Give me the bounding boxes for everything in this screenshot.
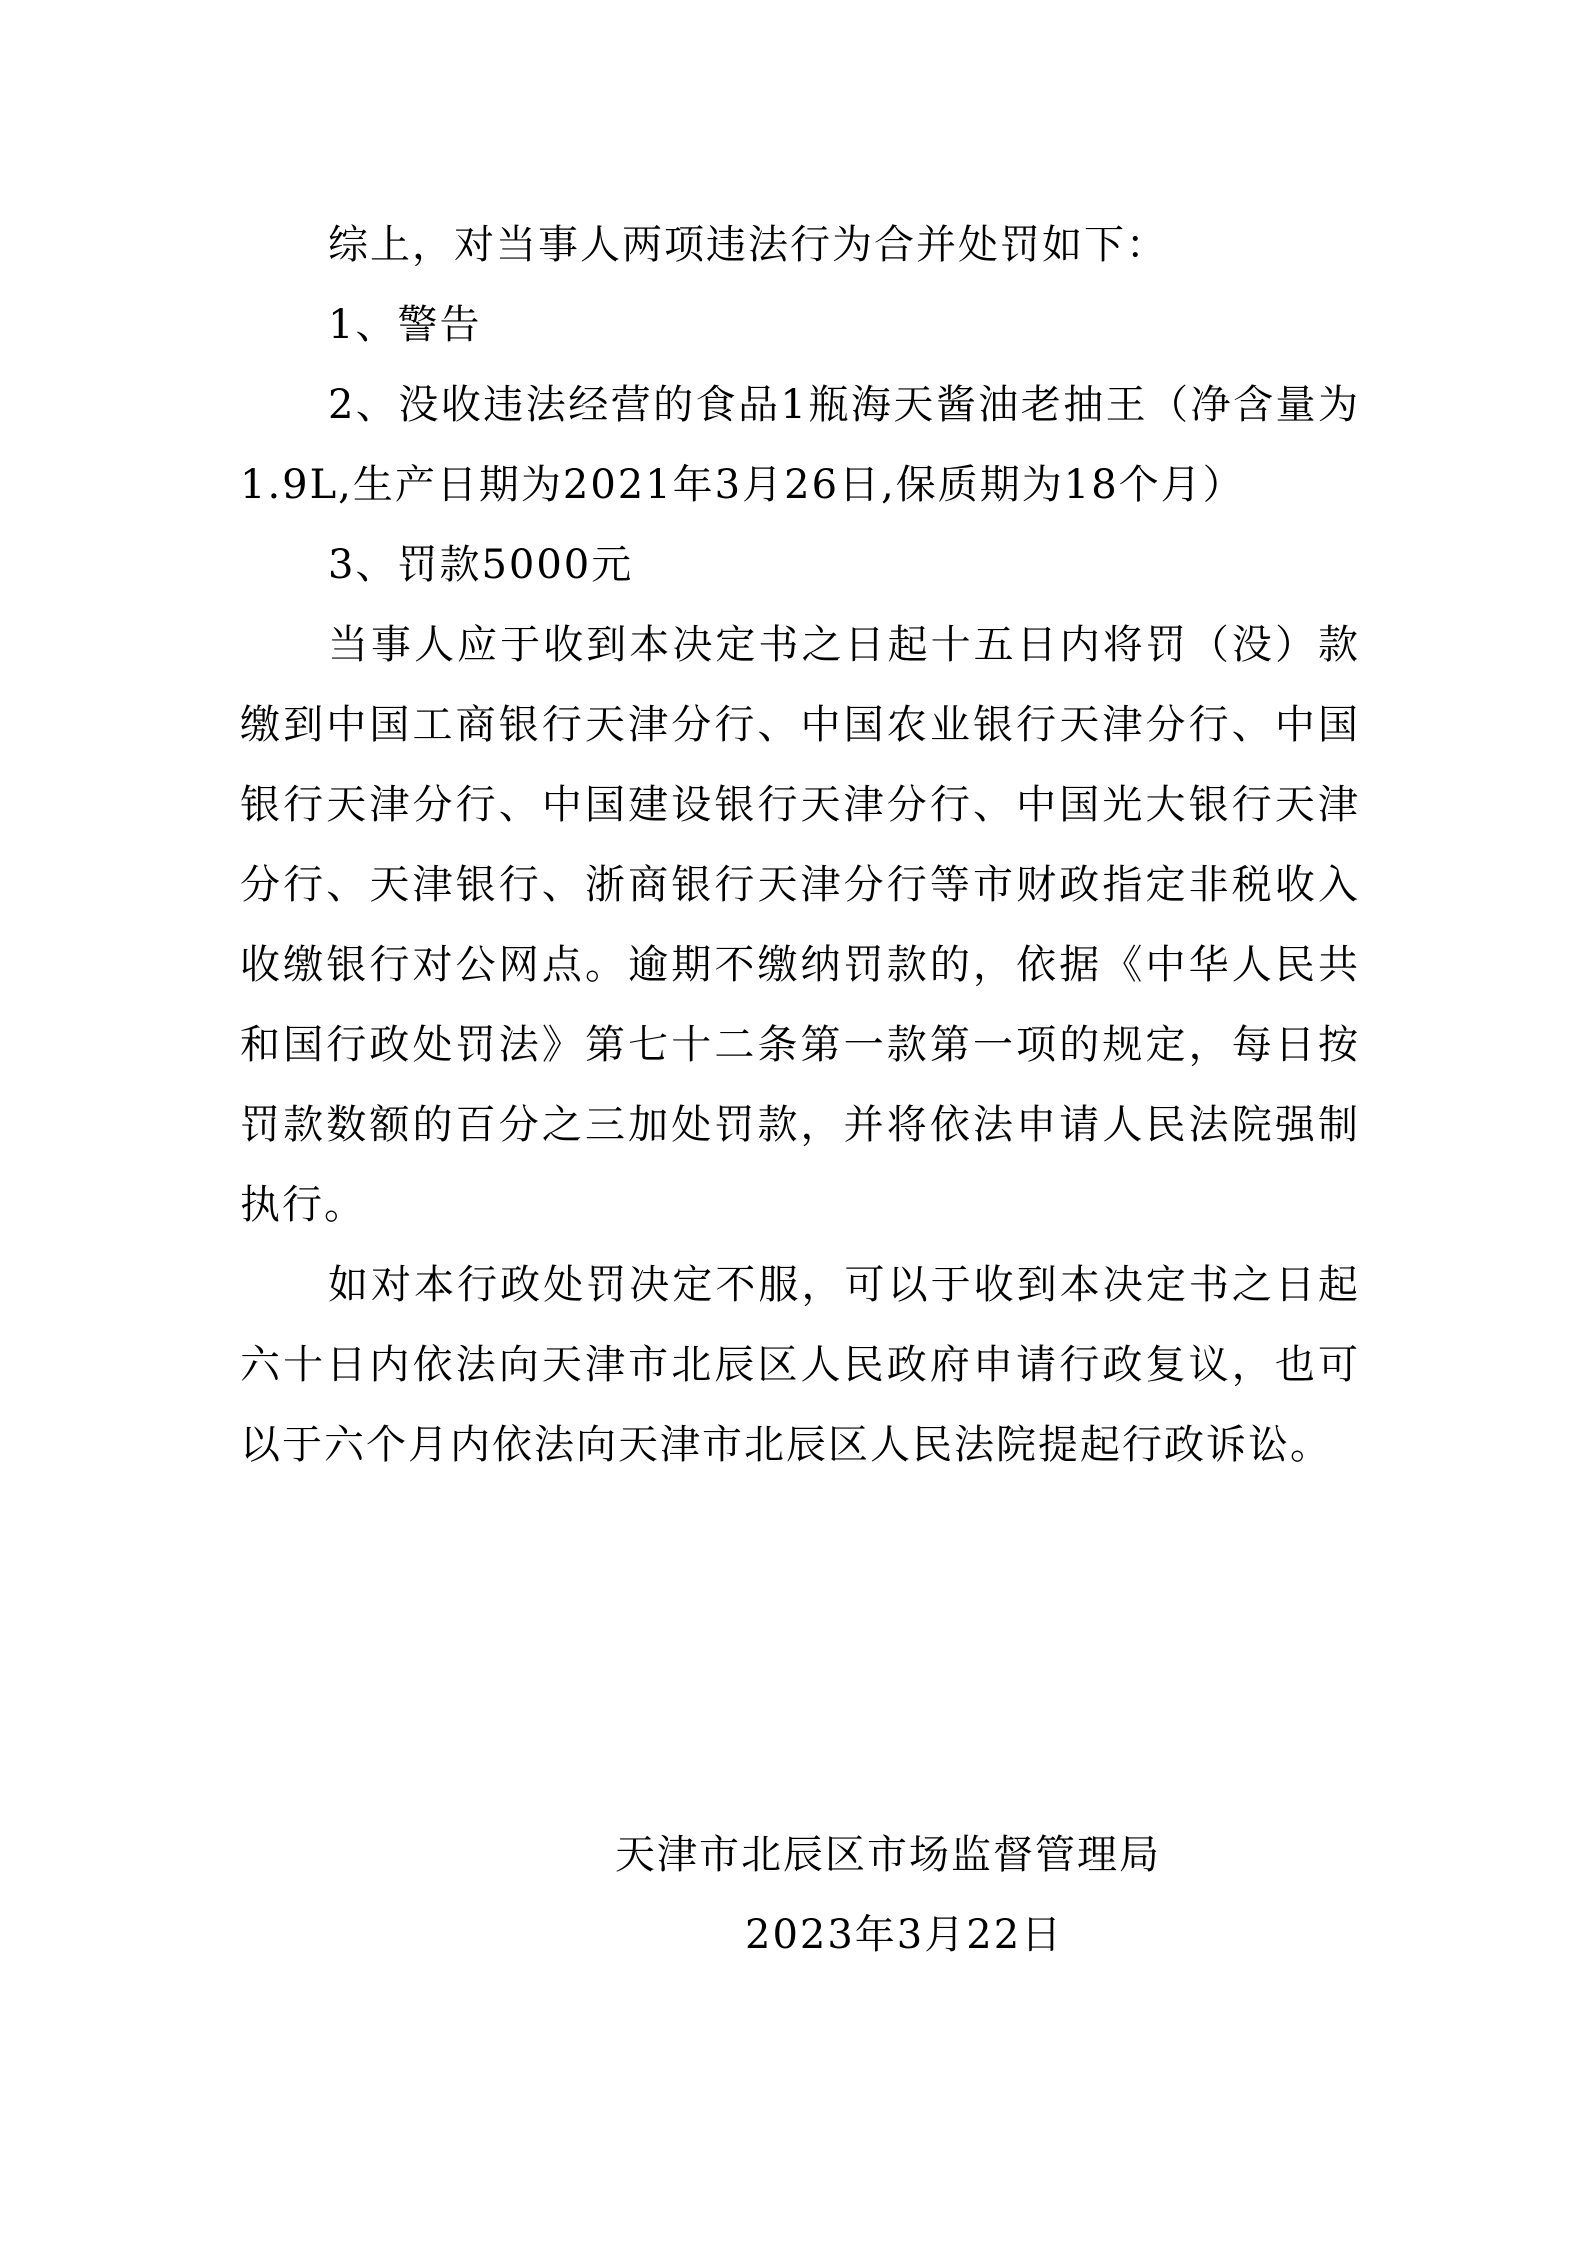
penalty-item-warning: 1、警告 — [328, 302, 482, 348]
issuing-organization: 天津市北辰区市场监督管理局 — [615, 1832, 1161, 1878]
penalty-item-fine: 3、罚款5000元 — [328, 542, 634, 588]
penalty-item-confiscation: 2、没收违法经营的食品1瓶海天酱油老抽王（净含量为1.9L,生产日期为2021年3月26日,保质期为18个月） — [240, 382, 1360, 508]
payment-instructions-paragraph: 当事人应于收到本决定书之日起十五日内将罚（没）款缴到中国工商银行天津分行、中国农业银行天津分行、中国银行天津分行、中国建设银行天津分行、中国光大银行天津分行、天津银行、浙商银行天津分行等市财政指定非税收入收缴银行对公网点。逾期不缴纳罚款的，依据《中华人民共和国行政处罚法》第七十二条第一款第一项的规定，每日按罚款数额的百分之三加处罚款，并将依法申请人民法院强制执行。 — [240, 622, 1360, 1228]
document-body — [240, 205, 1360, 1485]
appeal-rights-paragraph: 如对本行政处罚决定不服，可以于收到本决定书之日起六十日内依法向天津市北辰区人民政府申请行政复议，也可以于六个月内依法向天津市北辰区人民法院提起行政诉讼。 — [240, 1262, 1360, 1468]
issue-date: 2023年3月22日 — [745, 1912, 1064, 1958]
penalty-summary-paragraph: 综上，对当事人两项违法行为合并处罚如下： — [328, 222, 1168, 268]
